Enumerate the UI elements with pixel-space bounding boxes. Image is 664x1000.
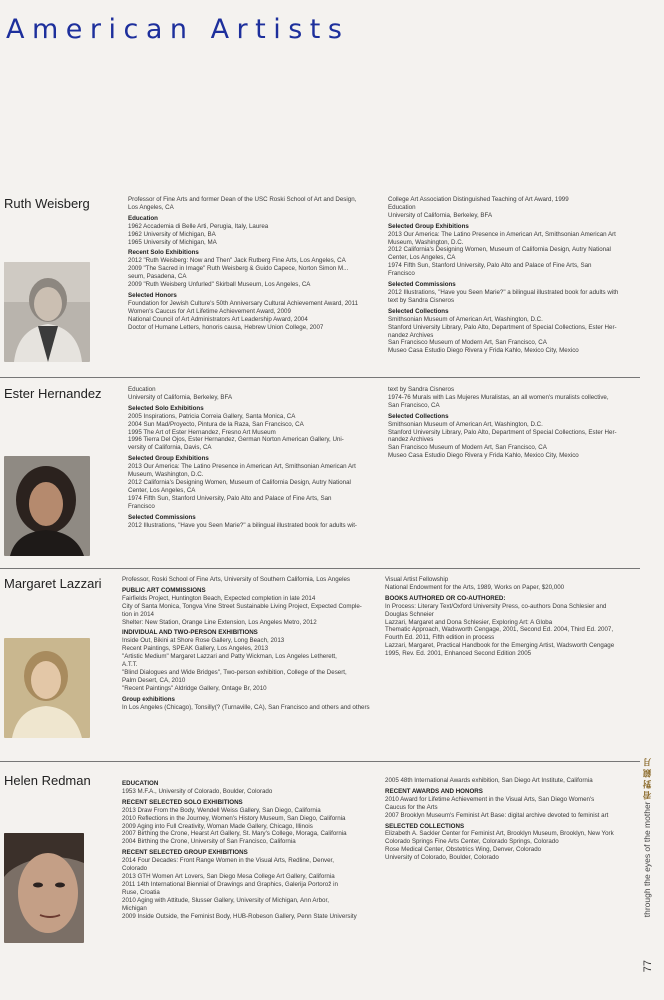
detail-line: Lazzari, Margaret and Dona Schlesier, Exploring Art: A Globa bbox=[385, 618, 553, 626]
detail-line: Doctor of Humane Letters, honoris causa, Hebrew Union College, 2007 bbox=[128, 323, 324, 331]
section-divider bbox=[0, 761, 640, 762]
detail-line: 2013 GTH Women Art Lovers, San Diego Mesa College Art Gallery, California bbox=[122, 872, 335, 880]
detail-line: City of Santa Monica, Tongva Vine Street Sustainable Living Project, Expected Comple- bbox=[122, 602, 362, 610]
detail-line: 2004 Birthing the Crone, University of San Francisco, California bbox=[122, 838, 296, 846]
artist-details-col1 bbox=[122, 576, 372, 712]
detail-line: Museo Casa Estudio Diego Rivera y Frida Kahlo, Mexico City, Mexico bbox=[388, 347, 579, 355]
detail-line: Foundation for Jewish Culture's 50th Anniversary Cultural Achievement Award, 2011 bbox=[128, 299, 359, 307]
detail-line: Elizabeth A. Sackler Center for Feminist Art, Brooklyn Museum, Brooklyn, New York bbox=[385, 830, 614, 838]
detail-line: 1962 Accademia di Belle Arti, Perugia, Italy, Laurea bbox=[128, 222, 269, 230]
detail-line: 2004 Sun Mad/Proyecto, Pintura de la Raza, San Francisco, CA bbox=[128, 420, 304, 428]
detail-line: University of California, Berkeley, BFA bbox=[388, 211, 493, 219]
section-heading: Selected Solo Exhibitions bbox=[128, 404, 204, 412]
detail-line: Caucus for the Arts bbox=[385, 803, 438, 811]
portrait-margaret-lazzari bbox=[4, 638, 90, 738]
detail-line: text by Sandra Cisneros bbox=[388, 296, 455, 304]
portrait-ester-hernandez bbox=[4, 456, 90, 556]
detail-line: seum, Pasadena, CA bbox=[128, 273, 187, 281]
detail-line: Smithsonian Museum of American Art, Washington, D.C. bbox=[388, 420, 543, 428]
section-heading: EDUCATION bbox=[122, 780, 159, 787]
section-divider bbox=[0, 377, 640, 378]
detail-line: 2009 Aging into Full Creativity, Woman Made Gallery, Chicago, Illinois bbox=[122, 822, 313, 830]
detail-line: nandez Archives bbox=[388, 331, 434, 339]
artist-section-ester-hernandez bbox=[0, 386, 640, 564]
artist-name: Ester Hernandez bbox=[4, 386, 102, 401]
section-heading: Selected Group Exhibitions bbox=[128, 455, 209, 463]
detail-line: Center, Los Angeles, CA bbox=[128, 486, 196, 494]
detail-line: 1974-76 Murals with Las Mujeres Muralistas, an all women's muralists collective, bbox=[388, 393, 609, 401]
side-running-title bbox=[641, 758, 653, 917]
detail-line: tion in 2014 bbox=[122, 610, 154, 618]
detail-line: 1965 University of Michigan, MA bbox=[128, 238, 217, 246]
detail-line: Smithsonian Museum of American Art, Washington, D.C. bbox=[388, 315, 543, 323]
artist-details-col1 bbox=[128, 386, 373, 529]
detail-line: "Blind Dialogues and Wide Bridges", Two-person exhibition, College of the Desert, bbox=[122, 668, 347, 676]
detail-line: "Recent Paintings" Aldridge Gallery, Ontage Br, 2010 bbox=[122, 684, 267, 692]
section-heading: Education bbox=[128, 214, 158, 222]
detail-line: Colorado bbox=[122, 865, 148, 873]
detail-line: 1974 Fifth Sun, Stanford University, Palo Alto and Palace of Fine Arts, San bbox=[128, 494, 332, 502]
detail-line: 2009 "Ruth Weisberg Unfurled" Skirball Museum, Los Angeles, CA bbox=[128, 281, 311, 289]
detail-line: 2005 48th International Awards exhibition, San Diego Art Institute, California bbox=[385, 777, 593, 784]
detail-line: Colorado Springs Fine Arts Center, Colorado Springs, Colorado bbox=[385, 838, 559, 846]
detail-line: Professor, Roski School of Fine Arts, University of Southern California, Los Angeles bbox=[122, 576, 351, 583]
detail-line: 2010 Award for Lifetime Achievement in the Visual Arts, San Diego Women's bbox=[385, 795, 595, 803]
detail-line: Center, Los Angeles, CA bbox=[388, 254, 456, 262]
section-heading: SELECTED COLLECTIONS bbox=[385, 822, 465, 830]
detail-line: 1953 M.F.A., University of Colorado, Boulder, Colorado bbox=[122, 787, 273, 795]
detail-line: 1962 University of Michigan, BA bbox=[128, 230, 216, 238]
detail-line: Education bbox=[128, 386, 156, 393]
section-heading: Selected Commissions bbox=[388, 281, 456, 289]
detail-line: 2012 "Ruth Weisberg: Now and Then" Jack Rutberg Fine Arts, Los Angeles, CA bbox=[128, 257, 346, 265]
detail-line: versity of California, Davis, CA bbox=[128, 444, 212, 452]
section-heading: RECENT AWARDS AND HONORS bbox=[385, 787, 483, 795]
detail-line: In Los Angeles (Chicago), Tonsilly(? (Turnaville, CA), San Francisco and others and others bbox=[122, 703, 370, 711]
detail-line: Shelter: New Station, Orange Line Extension, Los Angeles Metro, 2012 bbox=[122, 618, 317, 626]
detail-line: Fairfields Project, Huntington Beach, Expected completion in late 2014 bbox=[122, 594, 316, 602]
artist-details-col2 bbox=[385, 777, 638, 862]
section-heading: Selected Group Exhibitions bbox=[388, 222, 469, 230]
detail-line: In Process: Literary Text/Oxford University Press, co-authors Dona Schlesier and bbox=[385, 602, 607, 610]
detail-line: text by Sandra Cisneros bbox=[388, 386, 455, 393]
detail-line: Education bbox=[388, 203, 416, 211]
detail-line: Michigan bbox=[122, 904, 147, 912]
detail-line: 2010 Aging with Attitude, Slusser Gallery, University of Michigan, Ann Arbor, bbox=[122, 896, 329, 904]
detail-line: Inside Out, Bikini at Shore Rose Gallery, Long Beach, 2013 bbox=[122, 637, 285, 645]
detail-line: 2005 Inspirations, Patricia Correia Gallery, Santa Monica, CA bbox=[128, 412, 296, 420]
section-heading: BOOKS AUTHORED OR CO-AUTHORED: bbox=[385, 594, 506, 602]
detail-line: Francisco bbox=[128, 502, 155, 510]
detail-line: College Art Association Distinguished Teaching of Art Award, 1999 bbox=[388, 196, 569, 203]
portrait-helen-redman bbox=[4, 833, 84, 943]
portrait-ruth-weisberg bbox=[4, 262, 90, 362]
detail-line: 2013 Our America: The Latino Presence in American Art, Smithsonian American Art bbox=[128, 463, 356, 471]
detail-line: 1974 Fifth Sun, Stanford University, Palo Alto and Palace of Fine Arts, San bbox=[388, 262, 592, 270]
detail-line: A.T.T. bbox=[122, 661, 138, 669]
detail-line: Museo Casa Estudio Diego Rivera y Frida Kahlo, Mexico City, Mexico bbox=[388, 452, 579, 460]
detail-line: 2009 Inside Outside, the Feminist Body, HUB-Robeson Gallery, Penn State University bbox=[122, 912, 357, 920]
artist-details-col2 bbox=[385, 576, 638, 658]
artist-name: Ruth Weisberg bbox=[4, 196, 90, 211]
detail-line: San Francisco Museum of Modern Art, San Francisco, CA bbox=[388, 339, 547, 347]
section-heading: Recent Solo Exhibitions bbox=[128, 249, 199, 257]
artist-section-ruth-weisberg bbox=[0, 196, 640, 374]
detail-line: 2007 Birthing the Crone, Hearst Art Gallery, St. Mary's College, Moraga, California bbox=[122, 830, 347, 838]
side-title-text: through the eyes of the mother bbox=[642, 801, 652, 918]
portrait-photo bbox=[4, 456, 90, 556]
detail-line: 2007 Brooklyn Museum's Feminist Art Base: digital archive devoted to feminist art bbox=[385, 811, 609, 819]
detail-line: 1996 Tierra Del Ojos, Ester Hernandez, German Norton American Gallery, Uni- bbox=[128, 436, 344, 444]
detail-line: Stanford University Library, Palo Alto, Department of Special Collections, Ester Her- bbox=[388, 428, 617, 436]
detail-line: 2012 Illustrations, "Have you Seen Marie?" a bilingual illustrated book for adults with bbox=[388, 288, 619, 296]
detail-line: Recent Paintings, SPEAK Gallery, Los Angeles, 2013 bbox=[122, 645, 269, 653]
detail-line: "Artistic Medium" Margaret Lazzari and Patty Wickman, Los Angeles Letherett, bbox=[122, 653, 337, 661]
detail-line: Fourth Ed. 2011, Fifth edition in process bbox=[385, 634, 495, 642]
detail-line: 2013 Our America: The Latino Presence in American Art, Smithsonian American Art bbox=[388, 230, 616, 238]
detail-line: Douglas Schneier bbox=[385, 610, 434, 618]
section-heading: RECENT SELECTED GROUP EXHIBITIONS bbox=[122, 849, 248, 857]
portrait-photo bbox=[4, 262, 90, 362]
detail-line: nandez Archives bbox=[388, 436, 434, 444]
section-heading: Group exhibitions bbox=[122, 695, 175, 703]
detail-line: Visual Artist Fellowship bbox=[385, 576, 449, 583]
page-number: 77 bbox=[642, 960, 654, 973]
detail-line: Francisco bbox=[388, 270, 415, 278]
section-divider bbox=[0, 568, 640, 569]
artist-details-col1 bbox=[128, 196, 373, 332]
artist-details-col2 bbox=[388, 386, 638, 460]
detail-line: Museum, Washington, D.C. bbox=[128, 471, 204, 479]
detail-line: National Council of Art Administrators Art Leadership Award, 2004 bbox=[128, 315, 308, 323]
section-heading: INDIVIDUAL AND TWO-PERSON EXHIBITIONS bbox=[122, 629, 258, 637]
detail-line: 1995, Rev. Ed. 2001, Enhanced Second Edition 2005 bbox=[385, 650, 532, 658]
detail-line: 1995 The Art of Ester Hernandez, Fresno Art Museum bbox=[128, 428, 276, 436]
artist-name: Helen Redman bbox=[4, 773, 91, 788]
detail-line: 2012 California's Designing Women, Museum of California Design, Autry National bbox=[128, 478, 351, 486]
section-heading: RECENT SELECTED SOLO EXHIBITIONS bbox=[122, 798, 243, 806]
artist-name: Margaret Lazzari bbox=[4, 576, 102, 591]
artist-details-col2 bbox=[388, 196, 638, 355]
section-heading: PUBLIC ART COMMISSIONS bbox=[122, 586, 206, 594]
detail-line: 2010 Reflections in the Journey, Women's History Museum, San Diego, California bbox=[122, 814, 346, 822]
detail-line: Rose Medical Center, Obstetrics Wing, Denver, Colorado bbox=[385, 846, 542, 854]
side-title-mark: 看 對 鏡 月 bbox=[642, 758, 652, 800]
detail-line: Professor of Fine Arts and former Dean of the USC Roski School of Art and Design, bbox=[128, 196, 357, 203]
detail-line: Los Angeles, CA bbox=[128, 203, 174, 211]
detail-line: 2014 Four Decades: Front Range Women in the Visual Arts, Redline, Denver, bbox=[122, 857, 334, 865]
portrait-photo bbox=[4, 833, 84, 943]
detail-line: 2012 California's Designing Women, Museum of California Design, Autry National bbox=[388, 246, 611, 254]
page-title: American Artists bbox=[6, 14, 350, 45]
portrait-photo bbox=[4, 638, 90, 738]
detail-line: San Francisco Museum of Modern Art, San Francisco, CA bbox=[388, 444, 547, 452]
section-heading: Selected Commissions bbox=[128, 513, 196, 521]
section-heading: Selected Collections bbox=[388, 307, 449, 315]
artist-section-margaret-lazzari bbox=[0, 576, 640, 754]
detail-line: University of California, Berkeley, BFA bbox=[128, 393, 233, 401]
detail-line: 2009 "The Sacred in Image" Ruth Weisberg & Guido Capece, Norton Simon M... bbox=[128, 265, 349, 273]
detail-line: 2013 Draw From the Body, Wendell Weiss Gallery, San Diego, California bbox=[122, 806, 321, 814]
detail-line: San Francisco, CA bbox=[388, 401, 440, 409]
detail-line: University of Colorado, Boulder, Colorado bbox=[385, 854, 499, 862]
detail-line: Thematic Approach, Wadsworth Cengage, 2001, Second Ed. 2004, Third Ed. 2007, bbox=[385, 626, 614, 634]
artist-section-helen-redman bbox=[0, 773, 640, 978]
detail-line: Ruse, Croatia bbox=[122, 888, 160, 896]
section-heading: Selected Collections bbox=[388, 412, 449, 420]
detail-line: National Endowment for the Arts, 1989, Works on Paper, $20,000 bbox=[385, 583, 565, 591]
detail-line: Lazzari, Margaret, Practical Handbook for the Emerging Artist, Wadsworth Cengage bbox=[385, 642, 615, 650]
section-heading: Selected Honors bbox=[128, 291, 177, 299]
detail-line: Women's Caucus for Art Lifetime Achievement Award, 2009 bbox=[128, 307, 291, 315]
detail-line: Palm Desert, CA, 2010 bbox=[122, 676, 186, 684]
detail-line: Stanford University Library, Palo Alto, Department of Special Collections, Ester Her- bbox=[388, 323, 617, 331]
artist-details-col1 bbox=[122, 777, 376, 920]
detail-line: 2012 Illustrations, "Have you Seen Marie?" a bilingual illustrated book for adults wit- bbox=[128, 521, 357, 529]
detail-line: 2011 14th International Biennial of Drawings and Graphics, Galerija Portorož in bbox=[122, 880, 338, 888]
detail-line: Museum, Washington, D.C. bbox=[388, 238, 464, 246]
